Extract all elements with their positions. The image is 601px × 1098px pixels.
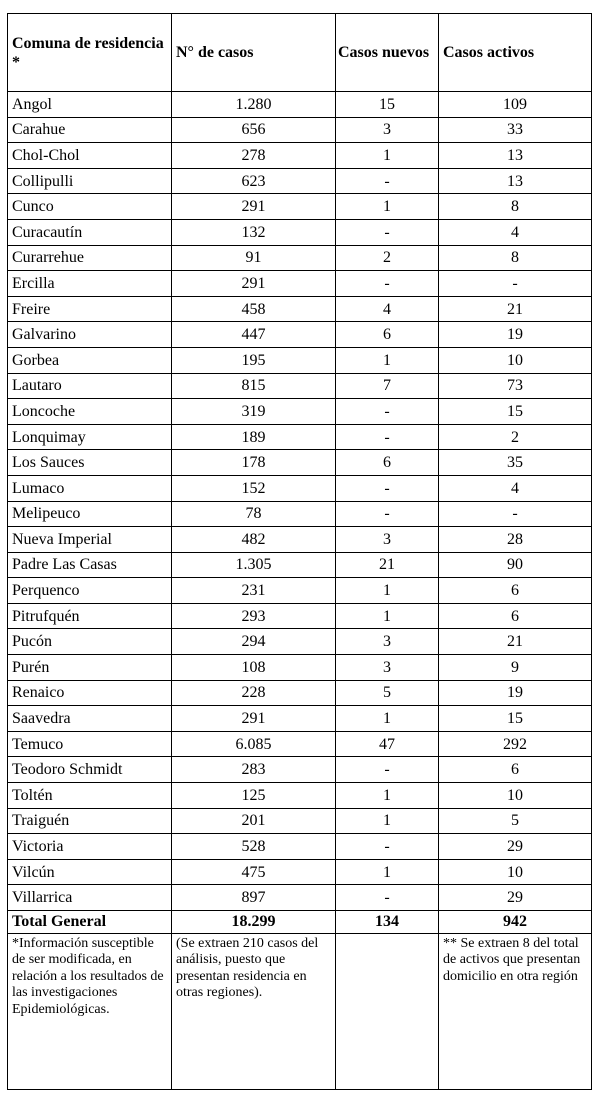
cell-comuna: Lautaro [8, 373, 172, 399]
cell-comuna: Pitrufquén [8, 603, 172, 629]
cell-comuna: Melipeuco [8, 501, 172, 527]
cell-nuevos: - [336, 219, 439, 245]
cell-nuevos: 6 [336, 322, 439, 348]
cell-comuna: Ercilla [8, 271, 172, 297]
cell-activos: - [439, 271, 592, 297]
cell-casos: 178 [172, 450, 336, 476]
cell-casos: 475 [172, 859, 336, 885]
cell-casos: 152 [172, 475, 336, 501]
cell-comuna: Purén [8, 655, 172, 681]
cell-nuevos: 1 [336, 578, 439, 604]
cell-nuevos: - [336, 475, 439, 501]
table-row [8, 629, 592, 655]
cell-casos: 528 [172, 834, 336, 860]
table-row [8, 245, 592, 271]
cell-activos: 6 [439, 578, 592, 604]
cell-activos: 90 [439, 552, 592, 578]
cell-nuevos: 47 [336, 731, 439, 757]
total-casos: 18.299 [172, 911, 336, 934]
cell-nuevos: 21 [336, 552, 439, 578]
cell-comuna: Carahue [8, 117, 172, 143]
cell-comuna: Padre Las Casas [8, 552, 172, 578]
table-row [8, 296, 592, 322]
cell-nuevos: - [336, 501, 439, 527]
cell-nuevos: - [336, 271, 439, 297]
cell-comuna: Chol-Chol [8, 143, 172, 169]
cell-casos: 1.305 [172, 552, 336, 578]
cell-activos: 19 [439, 322, 592, 348]
header-activos: Casos activos [439, 14, 592, 92]
cell-comuna: Teodoro Schmidt [8, 757, 172, 783]
cell-comuna: Victoria [8, 834, 172, 860]
table-row [8, 731, 592, 757]
cell-activos: 8 [439, 245, 592, 271]
table-row [8, 859, 592, 885]
table-row [8, 578, 592, 604]
cell-casos: 108 [172, 655, 336, 681]
cell-nuevos: 3 [336, 629, 439, 655]
table-row [8, 527, 592, 553]
cell-activos: 28 [439, 527, 592, 553]
table-row [8, 552, 592, 578]
cell-nuevos: 1 [336, 347, 439, 373]
cell-comuna: Los Sauces [8, 450, 172, 476]
cell-activos: 15 [439, 399, 592, 425]
cell-nuevos: - [336, 757, 439, 783]
cell-casos: 132 [172, 219, 336, 245]
cell-nuevos: - [336, 885, 439, 911]
cell-casos: 195 [172, 347, 336, 373]
cell-comuna: Toltén [8, 783, 172, 809]
table-row [8, 399, 592, 425]
cell-activos: 10 [439, 783, 592, 809]
cell-casos: 231 [172, 578, 336, 604]
cell-nuevos: 7 [336, 373, 439, 399]
cell-comuna: Collipulli [8, 168, 172, 194]
cell-comuna: Nueva Imperial [8, 527, 172, 553]
cell-activos: 29 [439, 834, 592, 860]
cell-casos: 293 [172, 603, 336, 629]
cell-activos: 2 [439, 424, 592, 450]
total-label: Total General [8, 911, 172, 934]
table-row [8, 271, 592, 297]
cell-casos: 623 [172, 168, 336, 194]
cell-comuna: Perquenco [8, 578, 172, 604]
cell-comuna: Lumaco [8, 475, 172, 501]
cell-activos: 73 [439, 373, 592, 399]
cell-activos: 5 [439, 808, 592, 834]
cell-casos: 815 [172, 373, 336, 399]
cell-nuevos: 1 [336, 143, 439, 169]
table-row [8, 322, 592, 348]
cell-nuevos: 1 [336, 194, 439, 220]
table-row [8, 783, 592, 809]
note-casos: (Se extraen 210 casos del análisis, puesto que presentan residencia en otras regiones). [172, 934, 336, 1090]
cell-nuevos: 3 [336, 655, 439, 681]
table-row [8, 808, 592, 834]
cell-activos: 292 [439, 731, 592, 757]
cell-activos: 109 [439, 92, 592, 118]
cell-nuevos: - [336, 424, 439, 450]
cell-activos: - [439, 501, 592, 527]
cell-comuna: Galvarino [8, 322, 172, 348]
cell-activos: 4 [439, 219, 592, 245]
cell-activos: 10 [439, 347, 592, 373]
cell-nuevos: 3 [336, 117, 439, 143]
cell-activos: 4 [439, 475, 592, 501]
total-activos: 942 [439, 911, 592, 934]
header-row [8, 14, 592, 92]
note-nuevos [336, 934, 439, 1090]
cell-nuevos: - [336, 168, 439, 194]
cell-nuevos: - [336, 399, 439, 425]
cell-nuevos: 1 [336, 603, 439, 629]
cell-casos: 278 [172, 143, 336, 169]
cell-nuevos: 2 [336, 245, 439, 271]
cell-activos: 21 [439, 629, 592, 655]
cell-comuna: Gorbea [8, 347, 172, 373]
cell-casos: 1.280 [172, 92, 336, 118]
cell-casos: 228 [172, 680, 336, 706]
cell-activos: 9 [439, 655, 592, 681]
total-nuevos: 134 [336, 911, 439, 934]
cell-casos: 291 [172, 194, 336, 220]
cell-comuna: Renaico [8, 680, 172, 706]
cell-comuna: Traiguén [8, 808, 172, 834]
cell-comuna: Angol [8, 92, 172, 118]
table-row [8, 501, 592, 527]
cell-comuna: Loncoche [8, 399, 172, 425]
cell-activos: 35 [439, 450, 592, 476]
header-casos: N° de casos [172, 14, 336, 92]
cell-casos: 897 [172, 885, 336, 911]
table-row [8, 603, 592, 629]
rows-body [8, 92, 592, 911]
cell-casos: 447 [172, 322, 336, 348]
table-row [8, 143, 592, 169]
cell-activos: 6 [439, 603, 592, 629]
cell-activos: 6 [439, 757, 592, 783]
cell-activos: 19 [439, 680, 592, 706]
cell-casos: 291 [172, 271, 336, 297]
cell-comuna: Vilcún [8, 859, 172, 885]
cell-activos: 29 [439, 885, 592, 911]
table-row [8, 885, 592, 911]
table-row [8, 680, 592, 706]
cell-comuna: Villarrica [8, 885, 172, 911]
cell-nuevos: - [336, 834, 439, 860]
cell-casos: 6.085 [172, 731, 336, 757]
cell-activos: 8 [439, 194, 592, 220]
table-row [8, 424, 592, 450]
cell-activos: 13 [439, 143, 592, 169]
cell-activos: 15 [439, 706, 592, 732]
cell-comuna: Saavedra [8, 706, 172, 732]
cell-nuevos: 6 [336, 450, 439, 476]
cell-comuna: Cunco [8, 194, 172, 220]
table-row [8, 834, 592, 860]
cell-casos: 656 [172, 117, 336, 143]
header-nuevos: Casos nuevos [336, 14, 439, 92]
table-row [8, 168, 592, 194]
table-row [8, 655, 592, 681]
cell-comuna: Temuco [8, 731, 172, 757]
cell-casos: 125 [172, 783, 336, 809]
cell-casos: 319 [172, 399, 336, 425]
table-row [8, 757, 592, 783]
cell-nuevos: 1 [336, 859, 439, 885]
cell-casos: 291 [172, 706, 336, 732]
table-row [8, 219, 592, 245]
table-row [8, 117, 592, 143]
cell-activos: 10 [439, 859, 592, 885]
cell-nuevos: 3 [336, 527, 439, 553]
header-comuna: Comuna de residencia * [8, 14, 172, 92]
table-row [8, 347, 592, 373]
cell-activos: 13 [439, 168, 592, 194]
cell-comuna: Curarrehue [8, 245, 172, 271]
cell-casos: 201 [172, 808, 336, 834]
cell-activos: 33 [439, 117, 592, 143]
table-row [8, 450, 592, 476]
cell-casos: 91 [172, 245, 336, 271]
table-row [8, 373, 592, 399]
table-row [8, 706, 592, 732]
cell-casos: 294 [172, 629, 336, 655]
cell-casos: 283 [172, 757, 336, 783]
total-row [8, 911, 592, 934]
cell-casos: 189 [172, 424, 336, 450]
note-comuna: *Información susceptible de ser modificada, en relación a los resultados de las investigaciones Epidemiológicas. [8, 934, 172, 1090]
cell-casos: 78 [172, 501, 336, 527]
cell-casos: 458 [172, 296, 336, 322]
cell-casos: 482 [172, 527, 336, 553]
cell-nuevos: 1 [336, 808, 439, 834]
table-row [8, 475, 592, 501]
cell-nuevos: 15 [336, 92, 439, 118]
cases-table [7, 13, 592, 1090]
cell-nuevos: 4 [336, 296, 439, 322]
cell-comuna: Lonquimay [8, 424, 172, 450]
cell-activos: 21 [439, 296, 592, 322]
table-row [8, 194, 592, 220]
notes-row [8, 934, 592, 1090]
cell-nuevos: 1 [336, 706, 439, 732]
table-row [8, 92, 592, 118]
cell-nuevos: 1 [336, 783, 439, 809]
note-activos: ** Se extraen 8 del total de activos que presentan domicilio en otra región [439, 934, 592, 1090]
cell-comuna: Freire [8, 296, 172, 322]
cell-nuevos: 5 [336, 680, 439, 706]
cell-comuna: Pucón [8, 629, 172, 655]
cell-comuna: Curacautín [8, 219, 172, 245]
